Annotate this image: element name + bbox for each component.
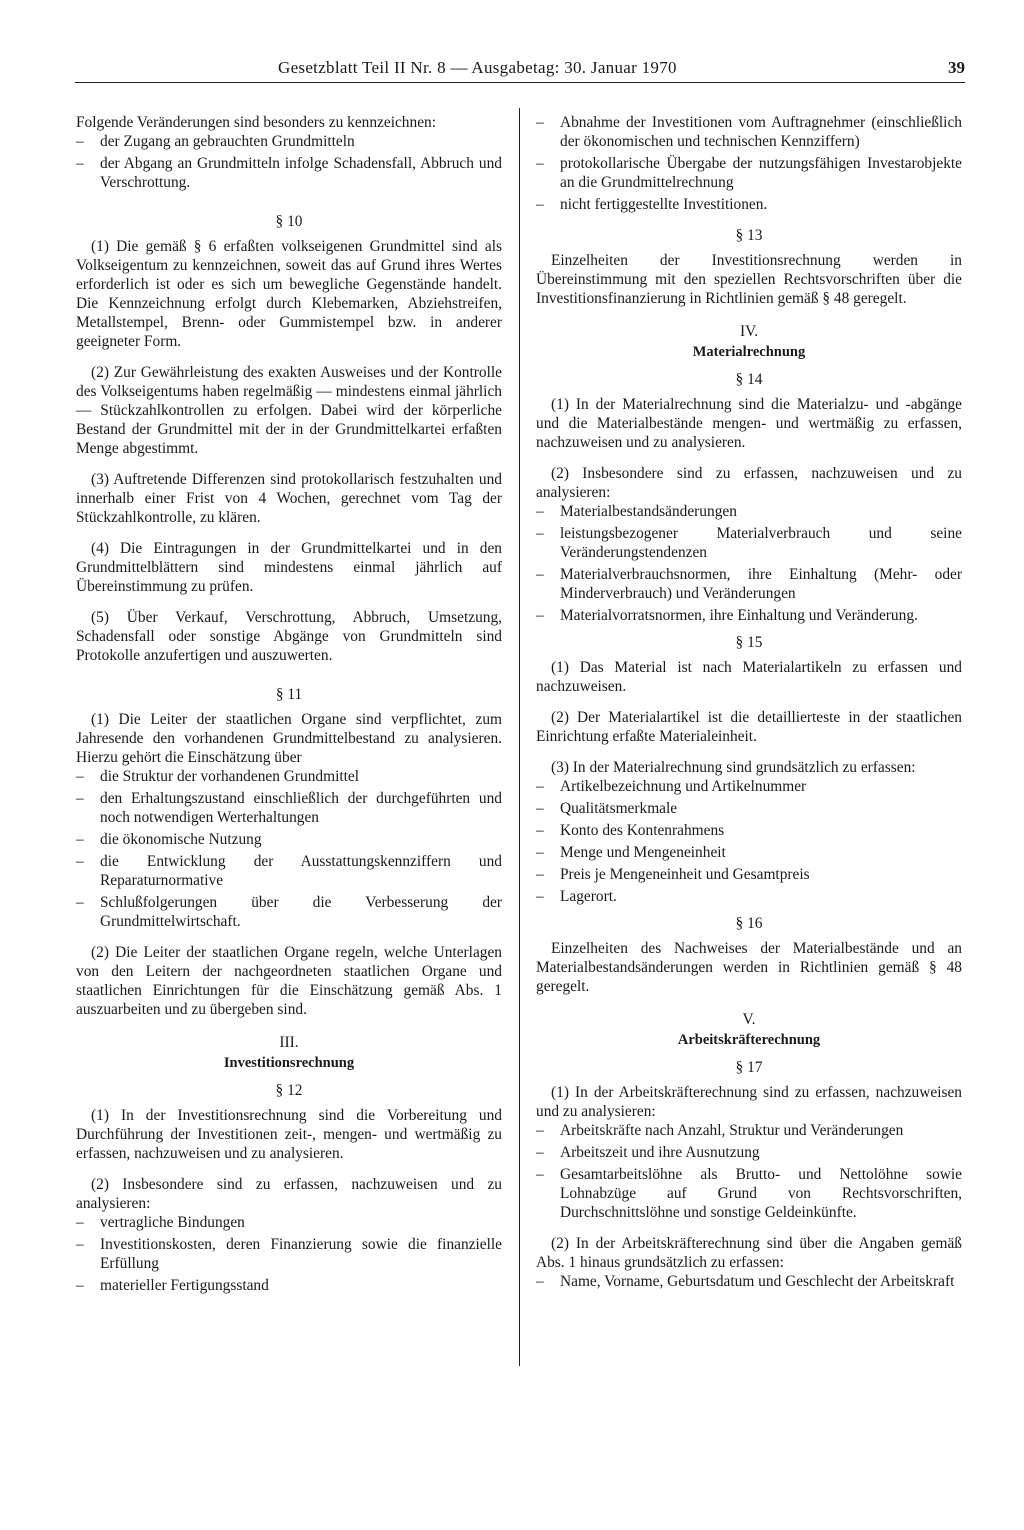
list-item: – Konto des Kontenrahmens xyxy=(536,821,962,840)
paragraph: (3) Auftretende Differenzen sind protokollarisch festzuhalten und innerhalb einer Frist von 4 Wochen, gerechnet vom Tag der Stückzahlkontrolle, zu klären. xyxy=(76,471,502,526)
s12-list xyxy=(76,1213,502,1295)
list-item: – protokollarische Übergabe der nutzungsfähigen Investarobjekte an die Grundmittelrechnung xyxy=(536,154,962,192)
paragraph: (1) In der Arbeitskräfterechnung sind zu erfassen, nachzuweisen und zu analysieren: xyxy=(536,1084,962,1120)
paragraph: (2) In der Arbeitskräfterechnung sind über die Angaben gemäß Abs. 1 hinaus grundsätzlich zu erfassen: xyxy=(536,1235,962,1271)
list-item: – die Entwicklung der Ausstattungskennziffern und Reparaturnormative xyxy=(76,852,502,890)
s17-list-2 xyxy=(536,1272,962,1291)
part-numeral-3: III. xyxy=(279,1034,299,1051)
list-item: – der Abgang an Grundmitteln infolge Schadensfall, Abbruch und Verschrottung. xyxy=(76,154,502,192)
page-number: 39 xyxy=(948,58,965,77)
right-column xyxy=(536,113,962,1295)
paragraph: (2) Insbesondere sind zu erfassen, nachzuweisen und zu analysieren: xyxy=(536,465,962,501)
list-item: – Menge und Mengeneinheit xyxy=(536,843,962,862)
intro-paragraph: Folgende Veränderungen sind besonders zu kennzeichnen: xyxy=(76,114,437,131)
list-item: – nicht fertiggestellte Investitionen. xyxy=(536,195,962,214)
s11-list xyxy=(76,767,502,931)
intro-list xyxy=(76,132,502,192)
list-item: – die Struktur der vorhandenen Grundmittel xyxy=(76,767,502,786)
s12-continued-list xyxy=(536,113,962,214)
list-item: – Abnahme der Investitionen vom Auftragnehmer (einschließlich der ökonomischen und technischen Kennziffern) xyxy=(536,113,962,151)
s17-list xyxy=(536,1121,962,1222)
list-item: – Investitionskosten, deren Finanzierung sowie die finanzielle Erfüllung xyxy=(76,1235,502,1273)
list-item: – vertragliche Bindungen xyxy=(76,1213,502,1232)
part-numeral-4: IV. xyxy=(739,323,759,340)
list-item: – Materialverbrauchsnormen, ihre Einhaltung (Mehr- oder Minderverbrauch) und Veränderungen xyxy=(536,565,962,603)
page-header xyxy=(75,58,965,82)
paragraph: (2) Der Materialartikel ist die detaillierteste in der staatlichen Einrichtung erfaßte Materialeinheit. xyxy=(536,709,962,745)
list-item: – Arbeitszeit und ihre Ausnutzung xyxy=(536,1143,962,1162)
list-item: – leistungsbezogener Materialverbrauch und seine Veränderungstendenzen xyxy=(536,524,962,562)
section-heading-14: § 14 xyxy=(735,371,763,388)
list-item: – Schlußfolgerungen über die Verbesserung der Grundmittelwirtschaft. xyxy=(76,893,502,931)
list-item: – Lagerort. xyxy=(536,887,962,906)
paragraph: (1) Die gemäß § 6 erfaßten volkseigenen Grundmittel sind als Volkseigentum zu kennzeichnen, soweit das auf Grund ihres Wertes erforderlich ist oder es sich um bewegliche Gegenstände handelt. Die Kennzeichnung erfolgt durch Klebemarken, Abziehstreifen, Metallstempel, Brenn- oder Gummistempel bzw. in anderer geeigneter Form. xyxy=(76,238,502,350)
part-title-3: Investitionsrechnung xyxy=(223,1055,355,1071)
list-item: – die ökonomische Nutzung xyxy=(76,830,502,849)
section-heading-12: § 12 xyxy=(275,1082,303,1099)
header-title: Gesetzblatt Teil II Nr. 8 — Ausgabetag: 30. Januar 1970 xyxy=(278,58,677,77)
paragraph: (1) Die Leiter der staatlichen Organe sind verpflichtet, zum Jahresende den vorhandenen Grundmittelbestand zu analysieren. Hierzu gehört die Einschätzung über xyxy=(76,711,502,766)
list-item: – Gesamtarbeitslöhne als Brutto- und Nettolöhne sowie Lohnabzüge auf Grund von Rechtsvorschriften, Durchschnittslöhne und sonstige Geldeinkünfte. xyxy=(536,1165,962,1222)
s15-list xyxy=(536,777,962,906)
list-item: – Arbeitskräfte nach Anzahl, Struktur und Veränderungen xyxy=(536,1121,962,1140)
paragraph: (1) Das Material ist nach Materialartikeln zu erfassen und nachzuweisen. xyxy=(536,659,962,695)
paragraph: (1) In der Materialrechnung sind die Materialzu- und -abgänge und die Materialbestände mengen- und wertmäßig zu erfassen, nachzuweisen und zu analysieren. xyxy=(536,396,962,451)
section-heading-10: § 10 xyxy=(275,213,303,230)
section-heading-11: § 11 xyxy=(275,686,303,703)
header-rule xyxy=(75,82,965,83)
list-item: – der Zugang an gebrauchten Grundmitteln xyxy=(76,132,502,151)
list-item: – materieller Fertigungsstand xyxy=(76,1276,502,1295)
s14-list xyxy=(536,502,962,625)
section-heading-13: § 13 xyxy=(735,227,763,244)
paragraph: (3) In der Materialrechnung sind grundsätzlich zu erfassen: xyxy=(551,759,916,776)
paragraph: Einzelheiten des Nachweises der Materialbestände und an Materialbestandsänderungen werden in Richtlinien gemäß § 48 geregelt. xyxy=(536,940,962,995)
list-item: – Name, Vorname, Geburtsdatum und Geschlecht der Arbeitskraft xyxy=(536,1272,962,1291)
part-title-5: Arbeitskräfterechnung xyxy=(677,1032,821,1048)
column-divider xyxy=(519,108,520,1366)
list-item: – Qualitätsmerkmale xyxy=(536,799,962,818)
part-numeral-5: V. xyxy=(742,1011,756,1028)
section-heading-17: § 17 xyxy=(735,1059,763,1076)
paragraph: (4) Die Eintragungen in der Grundmittelkartei und in den Grundmittelblättern sind mindestens einmal jährlich auf Übereinstimmung zu prüfen. xyxy=(76,540,502,595)
left-column xyxy=(76,113,502,1299)
part-title-4: Materialrechnung xyxy=(692,344,806,360)
paragraph: (2) Die Leiter der staatlichen Organe regeln, welche Unterlagen von den Leitern der nachgeordneten staatlichen Organe und staatlichen Einrichtungen für die Einschätzung gemäß Abs. 1 auszuarbeiten und zu übergeben sind. xyxy=(76,944,502,1018)
list-item: – Artikelbezeichnung und Artikelnummer xyxy=(536,777,962,796)
paragraph: Einzelheiten der Investitionsrechnung werden in Übereinstimmung mit den speziellen Rechtsvorschriften über die Investitionsfinanzierung in Richtlinien gemäß § 48 geregelt. xyxy=(536,252,962,307)
section-heading-16: § 16 xyxy=(735,915,763,932)
list-item: – Materialbestandsänderungen xyxy=(536,502,962,521)
paragraph: (1) In der Investitionsrechnung sind die Vorbereitung und Durchführung der Investitionen zeit-, mengen- und wertmäßig zu erfassen, nachzuweisen und zu analysieren. xyxy=(76,1107,502,1162)
list-item: – Preis je Mengeneinheit und Gesamtpreis xyxy=(536,865,962,884)
list-item: – Materialvorratsnormen, ihre Einhaltung und Veränderung. xyxy=(536,606,962,625)
paragraph: (2) Zur Gewährleistung des exakten Ausweises und der Kontrolle des Volkseigentums haben regelmäßig — mindestens einmal jährlich — Stückzahlkontrollen zu erfolgen. Dabei wird der körperliche Bestand der Grundmittel mit der in der Grundmittelkartei erfaßten Menge abgestimmt. xyxy=(76,364,502,457)
paragraph: (5) Über Verkauf, Verschrottung, Abbruch, Umsetzung, Schadensfall oder sonstige Abgänge von Grundmitteln sind Protokolle anzufertigen und auszuwerten. xyxy=(76,609,502,664)
list-item: – den Erhaltungszustand einschließlich der durchgeführten und noch notwendigen Werterhaltungen xyxy=(76,789,502,827)
paragraph: (2) Insbesondere sind zu erfassen, nachzuweisen und zu analysieren: xyxy=(76,1176,502,1212)
section-heading-15: § 15 xyxy=(735,634,763,651)
